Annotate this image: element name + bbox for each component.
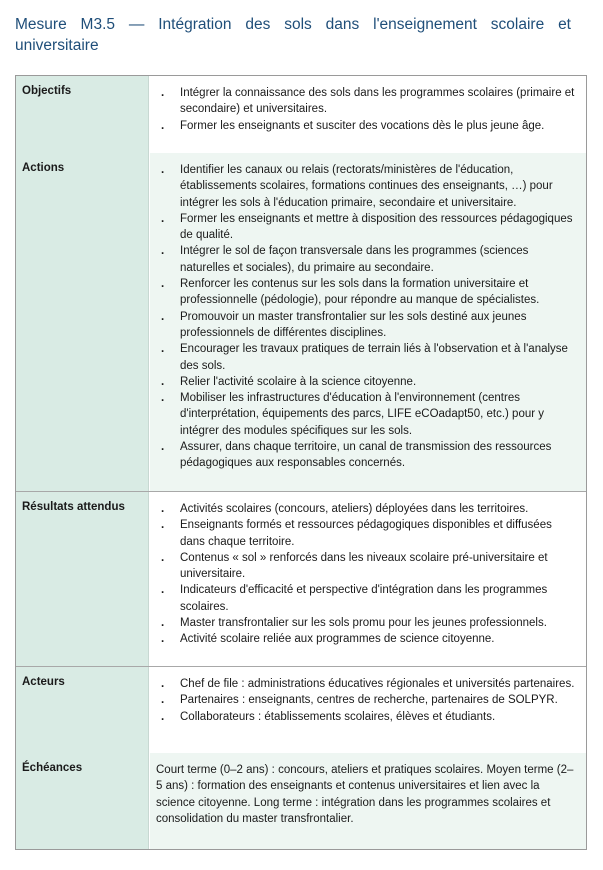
row-echeances (16, 753, 586, 849)
list-item-text: Indicateurs d'efficacité et perspective d'intégration dans les programmes scolaires. (180, 584, 548, 613)
list-item-text: Partenaires : enseignants, centres de recherche, partenaires de SOLPYR. (180, 694, 558, 707)
bullet-icon: . (161, 551, 165, 564)
row-header-resultats: Résultats attendus (16, 492, 149, 666)
bullet-list-resultats (150, 492, 586, 648)
row-content-objectifs (150, 76, 586, 153)
bullet-icon: . (161, 87, 165, 99)
list-item (150, 341, 578, 374)
row-content-resultats (150, 492, 586, 666)
bullet-icon: . (161, 212, 165, 225)
list-item (150, 676, 578, 692)
bullet-icon: . (161, 375, 165, 388)
row-content-echeances (150, 753, 586, 849)
row-objectifs (16, 76, 586, 153)
row-header-acteurs: Acteurs (16, 667, 149, 753)
list-item (150, 550, 578, 583)
row-acteurs (16, 667, 586, 753)
bullet-list-acteurs (150, 667, 586, 725)
bullet-icon: . (161, 343, 165, 356)
list-item-text: Encourager les travaux pratiques de terrain liés à l'observation et à l'analyse des sols. (180, 343, 568, 372)
list-item-text: Former les enseignants et mettre à disposition des ressources pédagogiques de qualité. (180, 212, 573, 242)
list-item-text: Activités scolaires (concours, ateliers) déployées dans les territoires. (180, 503, 529, 515)
list-item (150, 211, 578, 244)
list-item-text: Contenus « sol » renforcés dans les niveaux scolaire pré-universitaire et universitaire. (180, 551, 548, 581)
bullet-icon: . (161, 633, 165, 646)
list-item-text: Mobiliser les infrastructures d'éducation à l'environnement (centres d'interprétation, équipements des parcs, LIFE eCOadapt50, etc.) pour y intégrer des modules spécifiques sur les sols. (180, 392, 545, 437)
bullet-icon: . (161, 617, 165, 630)
list-item-text: Activité scolaire reliée aux programmes de science citoyenne. (180, 633, 495, 646)
bullet-list-objectifs (150, 76, 586, 134)
list-item (150, 709, 578, 725)
list-item-text: Identifier les canaux ou relais (rectorats/ministères de l'éducation, établissements scolaires, formations continues des enseignants, …) pour intégrer les sols à l'éducation primaire, secondaire et universitaire. (180, 164, 553, 209)
bullet-icon: . (161, 710, 165, 723)
list-item-text: Renforcer les contenus sur les sols dans la formation universitaire et professionnelle (pédologie), pour répondre au manque de spécialistes. (180, 278, 540, 307)
bullet-icon: . (161, 678, 165, 690)
list-item (150, 85, 578, 118)
echeances-text: Court terme (0–2 ans) : concours, ateliers et pratiques scolaires. Moyen terme (2–5 ans) : formation des enseignants et contenus universitaires et lien avec la science citoyenne. Long terme : intégration dans les programmes scolaires et consolidation du master transfrontalier. (156, 764, 574, 825)
bullet-list-actions (150, 153, 586, 472)
bullet-icon: . (161, 584, 165, 597)
bullet-icon: . (161, 278, 165, 291)
list-item (150, 309, 578, 342)
row-header-objectifs: Objectifs (16, 76, 149, 153)
list-item-text: Master transfrontalier sur les sols promu pour les jeunes professionnels. (180, 617, 547, 630)
list-item-text: Enseignants formés et ressources pédagogiques disponibles et diffusées dans chaque territoire. (180, 519, 552, 548)
bullet-icon: . (161, 164, 165, 176)
list-item-text: Former les enseignants et susciter des vocations dès le plus jeune âge. (180, 119, 545, 132)
list-item-text: Chef de file : administrations éducatives régionales et universités partenaires. (180, 678, 575, 690)
list-item (150, 162, 578, 211)
list-item (150, 118, 578, 134)
list-item-text: Intégrer la connaissance des sols dans les programmes scolaires (primaire et secondaire) et universitaires. (180, 87, 575, 116)
list-item (150, 501, 578, 517)
row-content-acteurs (150, 667, 586, 753)
row-header-echeances: Échéances (16, 753, 149, 849)
list-item (150, 439, 578, 472)
list-item (150, 631, 578, 647)
page-title: Mesure M3.5 — Intégration des sols dans l'enseignement scolaire et universitaire (15, 16, 571, 54)
bullet-icon: . (161, 119, 165, 132)
bullet-icon: . (161, 694, 165, 707)
bullet-icon: . (161, 441, 165, 454)
list-item-text: Collaborateurs : établissements scolaires, élèves et étudiants. (180, 710, 496, 723)
list-item (150, 276, 578, 309)
measure-table (15, 75, 587, 850)
list-item (150, 390, 578, 439)
list-item-text: Relier l'activité scolaire à la science citoyenne. (180, 375, 417, 388)
bullet-icon: . (161, 519, 165, 532)
list-item (150, 517, 578, 550)
row-content-actions (150, 153, 586, 491)
list-item-text: Promouvoir un master transfrontalier sur les sols destiné aux jeunes professionnels de différentes disciplines. (180, 310, 527, 339)
row-actions (16, 153, 586, 491)
bullet-icon: . (161, 310, 165, 323)
row-resultats (16, 492, 586, 666)
list-item (150, 692, 578, 708)
bullet-icon: . (161, 392, 165, 405)
list-item-text: Assurer, dans chaque territoire, un canal de transmission des ressources pédagogiques aux responsables concernés. (180, 441, 552, 470)
list-item (150, 243, 578, 276)
bullet-icon: . (161, 503, 165, 515)
list-item (150, 615, 578, 631)
list-item (150, 374, 578, 390)
list-item (150, 582, 578, 615)
row-header-actions: Actions (16, 153, 149, 491)
bullet-icon: . (161, 245, 165, 258)
list-item-text: Intégrer le sol de façon transversale dans les programmes (sciences naturelles et sociales), du primaire au secondaire. (180, 245, 529, 274)
